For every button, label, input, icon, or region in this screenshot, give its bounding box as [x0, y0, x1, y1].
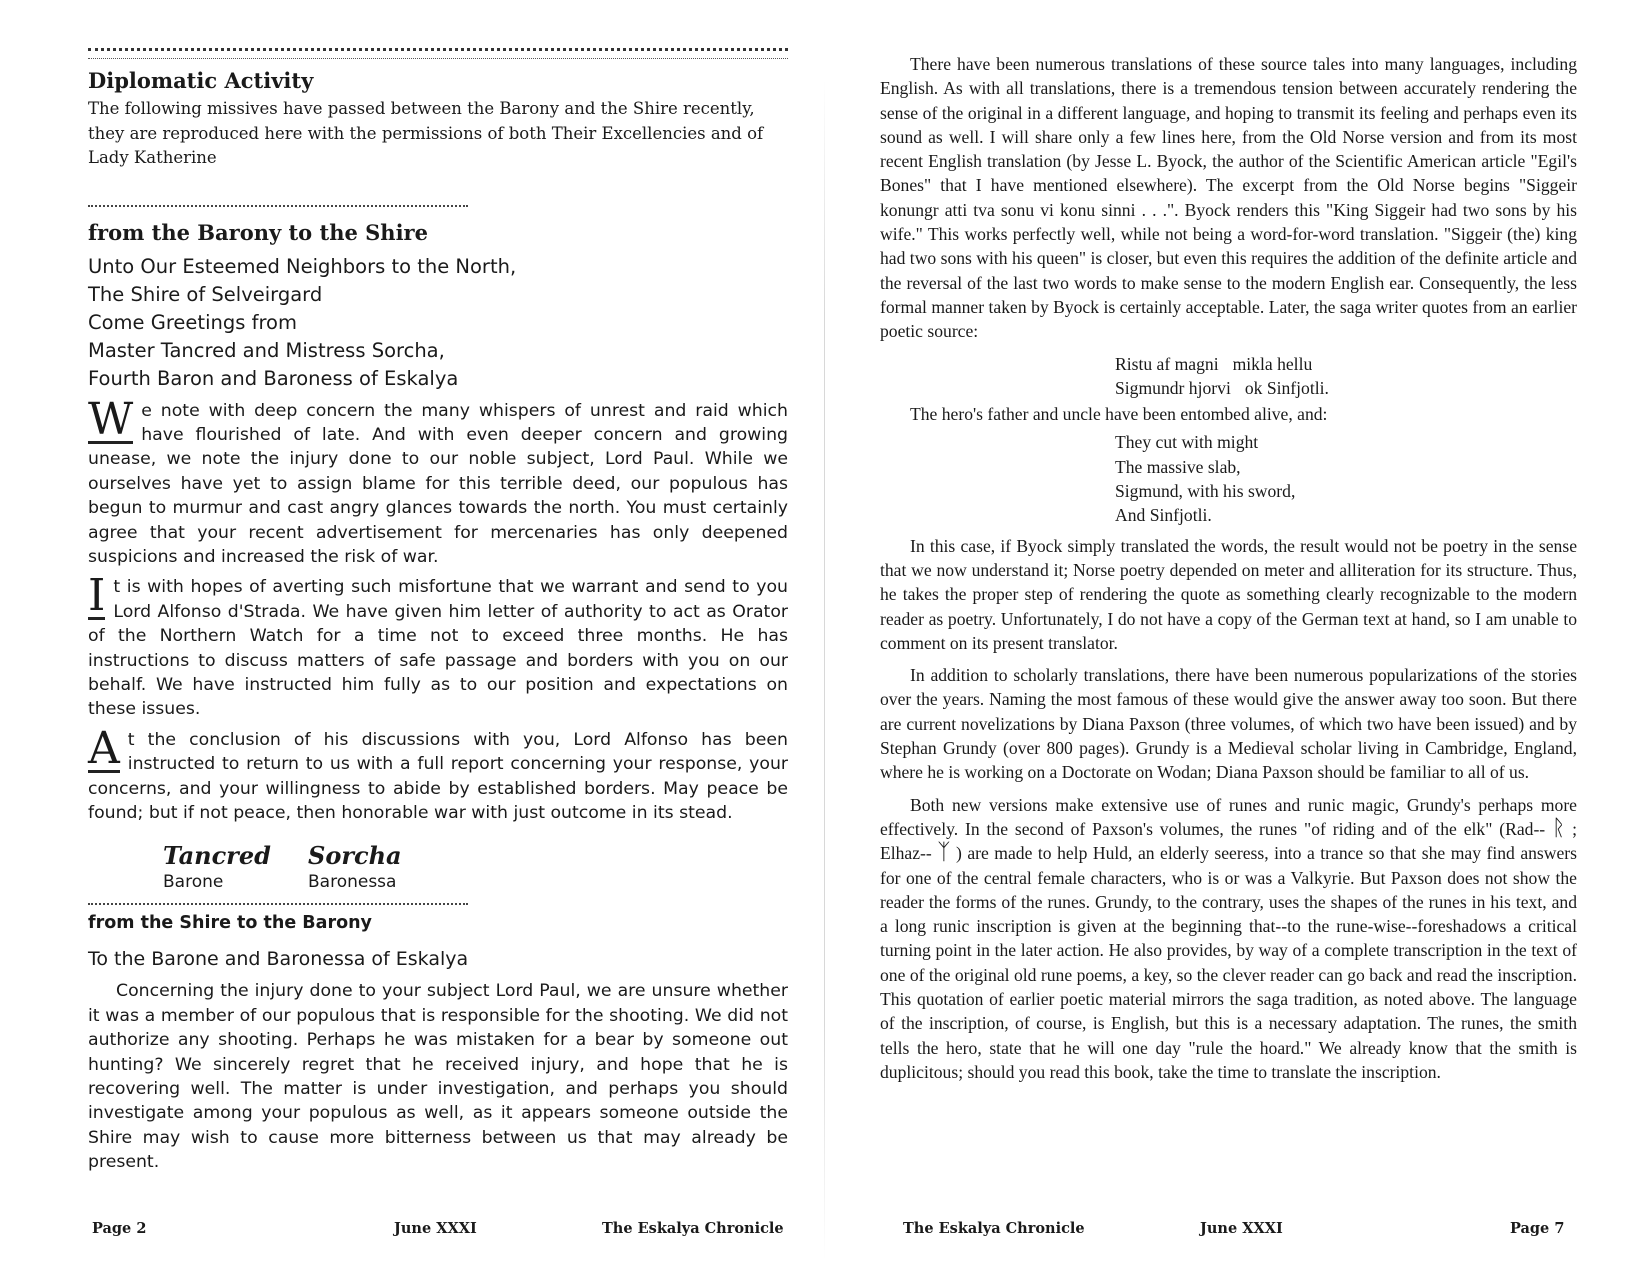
letter-paragraph — [88, 722, 788, 826]
footer-title: The Eskalya Chronicle — [903, 1220, 1085, 1237]
footer-page-number: Page 2 — [92, 1220, 147, 1237]
verse-half: Ristu af magni — [1115, 353, 1219, 374]
paragraph-text: e note with deep concern the many whispers of unrest and raid which have flourished of late. And with even deeper concern and growing unease, we note the injury done to our noble subject, Lord Paul. While we ourselves have yet to assign blame for this terrible deed, our populous has begun to murmur and cast angry glances towards the north. You must certainly agree that your recent advertisement for mercenaries has only deepened suspicions and increased the risk of war. — [88, 400, 788, 567]
letter-paragraph — [88, 570, 788, 721]
verse-line — [1115, 376, 1577, 400]
norse-verse — [880, 352, 1577, 401]
article-paragraph: In addition to scholarly translations, there have been numerous popularizations of the stories over the years. Naming the most famous of these would give the answer away too soon. But there are current novelizations by Diana Paxson (three volumes, of which two have been issued) and by Stephan Grundy (over 800 pages). Grundy is a Medieval scholar living in Cambridge, England, where he is working on a Doctorate on Wodan; Diana Paxson should be familiar to all of us. — [880, 665, 1577, 783]
letter-address — [88, 253, 788, 393]
footer-page-number: Page 7 — [1510, 1220, 1565, 1237]
signature-title: Barone — [163, 872, 224, 893]
letter-paragraph — [88, 393, 788, 570]
section-divider — [88, 903, 468, 905]
article-paragraph: In this case, if Byock simply translated the words, the result would not be poetry in the sense that we now understand it; Norse poetry depended on meter and alliteration for its structure. Thus, he takes the proper step of rendering the quote as something clearly recognizable to the modern reader as poetry. Unfortunately, I do not have a copy of the German text at hand, so I am unable to comment on its present translator. — [880, 535, 1577, 653]
footer-title: The Eskalya Chronicle — [602, 1220, 784, 1237]
address-line: The Shire of Selveirgard — [88, 282, 323, 306]
article-paragraph: The hero's father and uncle have been entombed alive, and: — [910, 404, 1328, 425]
shire-to-barony-heading: from the Shire to the Barony — [88, 913, 372, 934]
english-verse — [880, 430, 1577, 527]
footer-date: June XXXI — [1200, 1220, 1283, 1237]
top-dotted-rule — [88, 48, 788, 59]
left-page — [88, 48, 788, 1175]
drop-cap: I — [88, 570, 106, 622]
paragraph-text: ; Elhaz-- — [880, 818, 1577, 864]
right-page — [880, 52, 1577, 1092]
footer-date: June XXXI — [394, 1220, 477, 1237]
rad-rune-icon: ᚱ — [1552, 815, 1566, 841]
signature-title: Baronessa — [308, 872, 397, 893]
verse-line: And Sinfjotli. — [1115, 505, 1212, 526]
verse-line: Sigmund, with his sword, — [1115, 481, 1296, 502]
paragraph-text: t is with hopes of averting such misfortune that we warrant and send to you Lord Alfonso d'Strada. We have given him letter of authority to act as Orator of the Northern Watch for a time not to exceed three months. He has instructions to discuss matters of safe passage and borders with you on our behalf. We have instructed him fully as to our position and expectations on these issues. — [88, 577, 788, 720]
article-paragraph — [880, 793, 1577, 1085]
article-paragraph: There have been numerous translations of these source tales into many languages, including English. As with all translations, there is a tremendous tension between accurately rendering the sense of the original in a different language, and hoping to transmit its feeling and perhaps even its sound as well. I will share only a few lines here, from the Old Norse version and from its most recent English translation (by Jesse L. Byock, the author of the Scientific American article "Egil's Bones" that I have mentioned elsewhere). The excerpt from the Old Norse begins "Siggeir konungr atti tva sonu vi konu sinni . . .". Byock renders this "King Siggeir had two sons by his wife." This works perfectly well, while not being a word-for-word translation. "Siggeir (the) king had two sons with his queen" is closer, but even this requires the addition of the definite article and the reversal of the last two words to make sense to the modern English ear. Consequently, the less formal manner taken by Byock is certainly acceptable. Later, the saga writer quotes from an earlier poetic source: — [880, 54, 1577, 342]
paragraph-text: t the conclusion of his discussions with you, Lord Alfonso has been instructed to return to us with a full report concerning your response, your concerns, and your willingness to abide by established borders. May peace be found; but if not peace, then honorable war with just outcome in its stead. — [88, 729, 788, 823]
signature-block — [163, 841, 788, 897]
address-line: Master Tancred and Mistress Sorcha, — [88, 338, 445, 362]
signature-tancred — [163, 841, 271, 893]
paragraph-text: Both new versions make extensive use of runes and runic magic, Grundy's perhaps more effectively. In the second of Paxson's volumes, the runes "of riding and of the elk" (Rad-- — [880, 794, 1577, 839]
reply-body: Concerning the injury done to your subject Lord Paul, we are unsure whether it was a member of our populous that is responsible for the shooting. We did not authorize any shooting. Perhaps he was mistaken for a bear by someone out hunting? We sincerely regret that he received injury, and hope that he is recovering well. The matter is under investigation, and perhaps you should investigate among your populous as well, as it appears someone outside the Shire may wish to cause more bitterness between us that may already be present. — [88, 981, 788, 1173]
diplomatic-intro: The following missives have passed between the Barony and the Shire recently, they are reproduced here with the permissions of both Their Excellencies and of Lady Katherine — [88, 99, 764, 167]
verse-half: ok Sinfjotli. — [1244, 377, 1329, 398]
barony-to-shire-heading: from the Barony to the Shire — [88, 219, 428, 245]
verse-half: mikla hellu — [1232, 353, 1313, 374]
drop-cap: W — [88, 393, 134, 445]
verse-line — [1115, 352, 1577, 376]
signature-name: Tancred — [163, 841, 271, 871]
verse-line: They cut with might — [1115, 432, 1259, 453]
elhaz-rune-icon: ᛉ — [937, 840, 951, 866]
section-divider — [88, 205, 468, 207]
drop-cap: A — [88, 722, 120, 774]
verse-line: The massive slab, — [1115, 456, 1241, 477]
paragraph-text: ) are made to help Huld, an elderly seeress, into a trance so that she may find answers for one of the central female characters, who is or was a Valkyrie. But Paxson does not show the reader the forms of the runes. Grundy, to the contrary, uses the shapes of the runes in his text, and a long runic inscription is given at the beginning that--to the rune-wise--foreshadows a critical turning point in the later action. He also provides, by way of a complete transcription in the text of one of the original old rune poems, a key, so the clever reader can go back and read the inscription. This quotation of earlier poetic material mirrors the saga tradition, as noted above. The language of the inscription, of course, is English, but this is a necessary adaptation. The runes, the smith tells the hero, state that he will one day "rule the hoard." We already know that the smith is duplicitous; should you read this book, take the time to translate the inscription. — [880, 843, 1577, 1082]
page-gutter — [824, 80, 825, 1260]
reply-salutation: To the Barone and Baronessa of Eskalya — [88, 948, 469, 971]
signature-name: Sorcha — [308, 841, 402, 871]
address-line: Fourth Baron and Baroness of Eskalya — [88, 366, 459, 390]
verse-half: Sigmundr hjorvi — [1115, 377, 1231, 398]
address-line: Unto Our Esteemed Neighbors to the North, — [88, 254, 517, 278]
address-line: Come Greetings from — [88, 310, 297, 334]
diplomatic-heading: Diplomatic Activity — [88, 68, 314, 93]
signature-sorcha — [308, 841, 402, 893]
